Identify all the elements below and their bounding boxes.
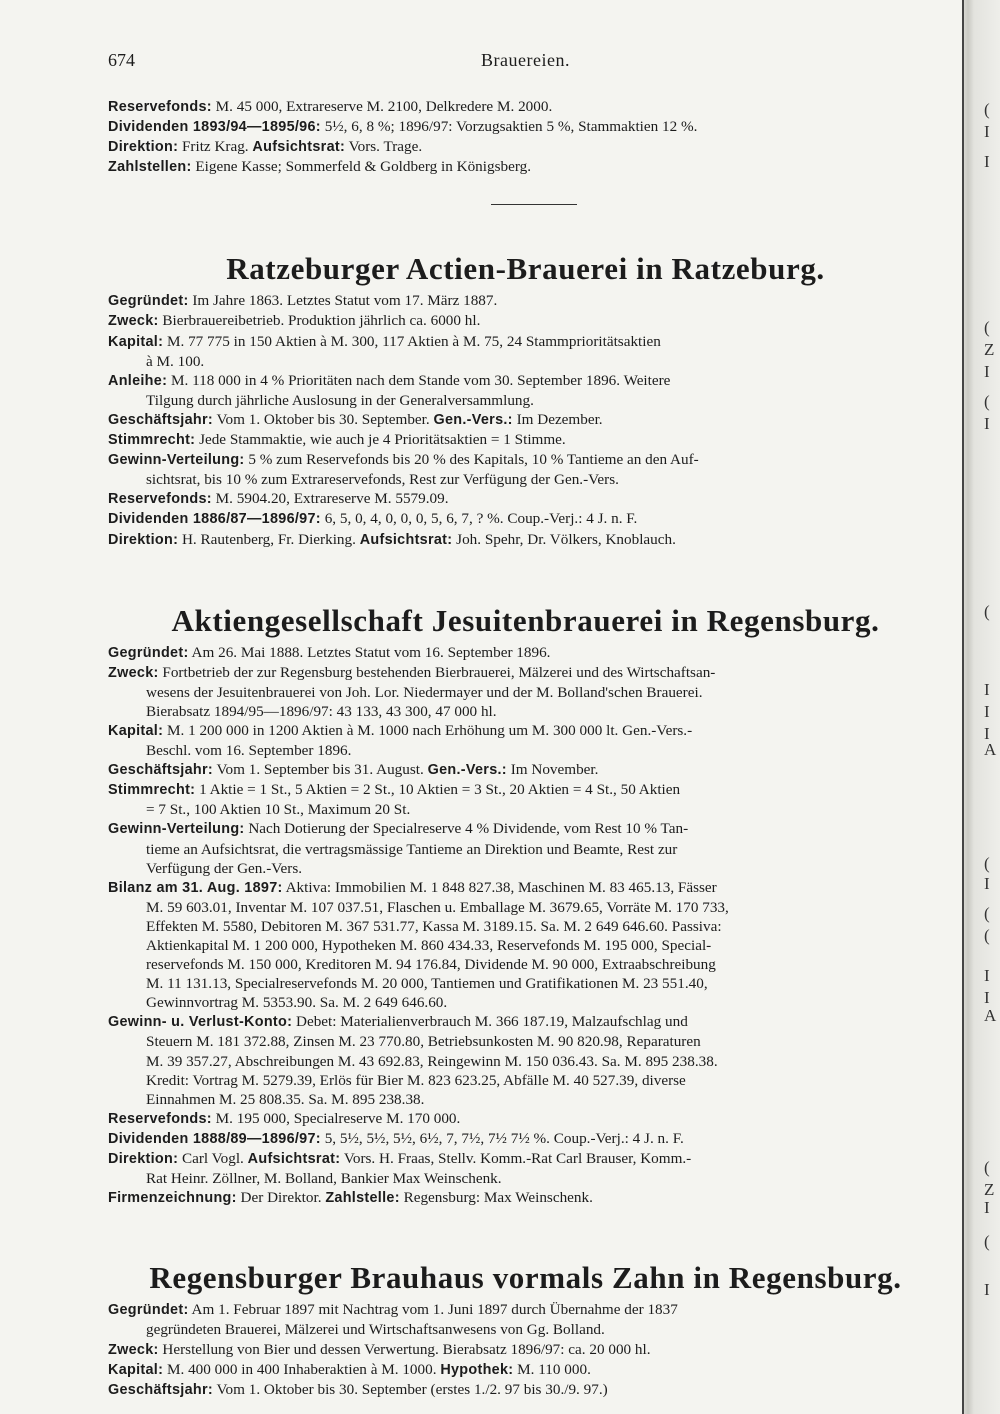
- adjacent-page-edge: [980, 0, 1000, 1414]
- entry-zweck: Zweck: Herstellung von Bier und dessen Verwertung. Bierabsatz 1896/97: ca. 20 000 hl.: [108, 1340, 651, 1358]
- edge-letter: I: [984, 122, 990, 141]
- entry-direktion: Direktion: Fritz Krag. Aufsichtsrat: Vors. Trage.: [108, 138, 423, 156]
- entry-gewinn-verteilung: Gewinn-Verteilung: 5 % zum Reservefonds bis 20 % des Kapitals, 10 % Tantieme an den Auf- sichtsrat, bis 10 % zum Extrareservefonds, Rest zur Verfügung der Gen.-Vers.: [108, 451, 699, 489]
- section-title: Ratzeburger Actien-Brauerei in Ratzeburg.: [226, 251, 825, 287]
- entry-gewinn-verlust-konto: Gewinn- u. Verlust-Konto: Debet: Materialienverbrauch M. 366 187.19, Malzaufschlag und Steuern M. 181 372.88, Zinsen M. 23 770.80, Betriebsunkosten M. 90 820.98, Reparaturen M. 39 357.27, Abschreibungen M. 43 692.83, Reingewinn M. 150 036.43. Sa. M. 895 238.38. Kredit: Vortrag M. 5279.39, Erlös für Bier M. 823 623.25, Abfälle M. 40 527.39, diverse Einnahmen M. 25 808.35. Sa. M. 895 238.38.: [108, 1013, 718, 1108]
- entry-kapital: Kapital: M. 400 000 in 400 Inhaberaktien à M. 1000. Hypothek: M. 110 000.: [108, 1360, 591, 1378]
- edge-letter: Z: [984, 340, 995, 359]
- edge-letter: A: [984, 1006, 997, 1025]
- entry-zweck: Zweck: Bierbrauereibetrieb. Produktion jährlich ca. 6000 hl.: [108, 312, 481, 330]
- page-content: [108, 97, 943, 1400]
- entry-dividenden: Dividenden 1888/89—1896/97: 5, 5½, 5½, 5½, 6½, 7, 7½, 7½ 7½ %. Coup.-Verj.: 4 J. n. F.: [108, 1129, 684, 1147]
- edge-letter: (: [984, 1158, 990, 1177]
- entry-direktion: Direktion: H. Rautenberg, Fr. Dierking. Aufsichtsrat: Joh. Spehr, Dr. Völkers, Knoblauch.: [108, 530, 676, 548]
- edge-letter: I: [984, 1280, 990, 1299]
- edge-letter: (: [984, 904, 990, 923]
- running-title: Brauereien.: [481, 50, 570, 70]
- page-number: 674: [108, 50, 135, 70]
- entry-direktion: Direktion: Carl Vogl. Aufsichtsrat: Vors. H. Fraas, Stellv. Komm.-Rat Carl Brauser, Komm.- Rat Heinr. Zöllner, M. Bolland, Bankier Max Weinschenk.: [108, 1150, 692, 1188]
- edge-letter: Z: [984, 1180, 995, 1199]
- entry-geschaeftsjahr: Geschäftsjahr: Vom 1. Oktober bis 30. September. Gen.-Vers.: Im Dezember.: [108, 410, 603, 428]
- entry-kapital: Kapital: M. 1 200 000 in 1200 Aktien à M. 1000 nach Erhöhung um M. 300 000 lt. Gen.-Vers.- Beschl. vom 16. September 1896.: [108, 721, 693, 760]
- section-title: Regensburger Brauhaus vormals Zahn in Regensburg.: [149, 1260, 902, 1296]
- entry-gegruendet: Gegründet: Im Jahre 1863. Letztes Statut vom 17. März 1887.: [108, 292, 498, 310]
- entry-reservefonds: Reservefonds: M. 5904.20, Extrareserve M. 5579.09.: [108, 490, 449, 508]
- entry-stimmrecht: Stimmrecht: Jede Stammaktie, wie auch je 4 Prioritätsaktien = 1 Stimme.: [108, 431, 566, 449]
- entry-geschaeftsjahr: Geschäftsjahr: Vom 1. September bis 31. August. Gen.-Vers.: Im November.: [108, 761, 599, 779]
- edge-letter: (: [984, 318, 990, 337]
- edge-letter: (: [984, 392, 990, 411]
- edge-letter: I: [984, 152, 990, 171]
- top-block: [108, 97, 943, 177]
- entry-gegruendet: Gegründet: Am 1. Februar 1897 mit Nachtrag vom 1. Juni 1897 durch Übernahme der 1837 gegründeten Brauerei, Mälzerei und Wirtschaftsanwesens von Gg. Bolland.: [108, 1301, 678, 1339]
- entry-kapital: Kapital: M. 77 775 in 150 Aktien à M. 300, 117 Aktien à M. 75, 24 Stammprioritätsaktien à M. 100.: [108, 332, 661, 370]
- entry-reservefonds: Reservefonds: M. 45 000, Extrareserve M. 2100, Delkredere M. 2000.: [108, 98, 553, 115]
- entry-reservefonds: Reservefonds: M. 195 000, Specialreserve M. 170 000.: [108, 1109, 461, 1127]
- entry-anleihe: Anleihe: M. 118 000 in 4 % Prioritäten nach dem Stande vom 30. September 1896. Weitere Tilgung durch jährliche Auslosung in der Generalversammlung.: [108, 371, 671, 409]
- entry-geschaeftsjahr: Geschäftsjahr: Vom 1. Oktober bis 30. September (erstes 1./2. 97 bis 30./9. 97.): [108, 1380, 608, 1398]
- edge-letter: (: [984, 926, 990, 945]
- edge-letter: I: [984, 680, 990, 699]
- entry-dividenden: Dividenden 1893/94—1895/96: 5½, 6, 8 %; 1896/97: Vorzugsaktien 5 %, Stammaktien 12 %.: [108, 118, 698, 136]
- entry-firmenzeichnung: Firmenzeichnung: Der Direktor. Zahlstelle: Regensburg: Max Weinschenk.: [108, 1189, 593, 1207]
- section-divider: [491, 204, 577, 205]
- section-ratzeburger: [108, 251, 943, 549]
- entry-gegruendet: Gegründet: Am 26. Mai 1888. Letztes Statut vom 16. September 1896.: [108, 643, 551, 661]
- entry-stimmrecht: Stimmrecht: 1 Aktie = 1 St., 5 Aktien = 2 St., 10 Aktien = 3 St., 20 Aktien = 4 St., 50 Aktien = 7 St., 100 Aktien 10 St., Maximum 20 St.: [108, 781, 681, 819]
- edge-letter: I: [984, 362, 990, 381]
- edge-letter: I: [984, 1198, 990, 1217]
- entry-bilanz: Bilanz am 31. Aug. 1897: Aktiva: Immobilien M. 1 848 827.38, Maschinen M. 83 465.13, Fässer M. 59 603.01, Inventar M. 107 037.51, Flaschen u. Emballage M. 3679.65, Vorräte M. 170 733, Effekten M. 5580, Debitoren M. 367 531.77, Kassa M. 3189.15. Sa. M. 2 649 646.60. Passiva: Aktienkapital M. 1 200 000, Hypotheken M. 860 434.33, Reservefonds M. 195 000, Special- reservefonds M. 150 000, Kreditoren M. 94 176.84, Dividende M. 90 000, Extraabschreibung M. 11 131.13, Specialreservefonds M. 20 000, Tantiemen und Gratifikationen M. 23 551.40, Gewinnvortrag M. 5353.90. Sa. M. 2 649 646.60.: [108, 878, 729, 1012]
- section-jesuitenbrauerei: [108, 603, 943, 1209]
- entry-dividenden: Dividenden 1886/87—1896/97: 6, 5, 0, 4, 0, 0, 0, 5, 6, 7, ? %. Coup.-Verj.: 4 J. n. F.: [108, 510, 638, 528]
- edge-letter: I: [984, 702, 990, 721]
- edge-letter: (: [984, 1232, 990, 1251]
- section-regensburger-brauhaus: [108, 1260, 943, 1399]
- page-header: [108, 50, 943, 74]
- entry-gewinn-verteilung: Gewinn-Verteilung: Nach Dotierung der Specialreserve 4 % Dividende, vom Rest 10 % Tan- tieme an Aufsichtsrat, die vertragsmässige Tantieme an Direktion und Beamte, Rest zur Verfügung der Gen.-Vers.: [108, 820, 689, 877]
- edge-letter: I: [984, 988, 990, 1007]
- edge-letter: I: [984, 724, 990, 743]
- edge-letter: I: [984, 874, 990, 893]
- edge-letter: (: [984, 100, 990, 119]
- entry-zahlstellen: Zahlstellen: Eigene Kasse; Sommerfeld & Goldberg in Königsberg.: [108, 158, 531, 176]
- edge-letter: I: [984, 414, 990, 433]
- edge-letter: A: [984, 740, 997, 759]
- edge-letter: (: [984, 854, 990, 873]
- section-title: Aktiengesellschaft Jesuitenbrauerei in Regensburg.: [171, 602, 880, 638]
- entry-zweck: Zweck: Fortbetrieb der zur Regensburg bestehenden Bierbrauerei, Mälzerei und des Wirtschaftsan- wesens der Jesuitenbrauerei von Joh. Lor. Niedermayer und der M. Bolland'schen Brauerei. Bierabsatz 1894/95—1896/97: 43 133, 43 300, 47 000 hl.: [108, 663, 716, 720]
- edge-letter: I: [984, 966, 990, 985]
- edge-letter: (: [984, 602, 990, 621]
